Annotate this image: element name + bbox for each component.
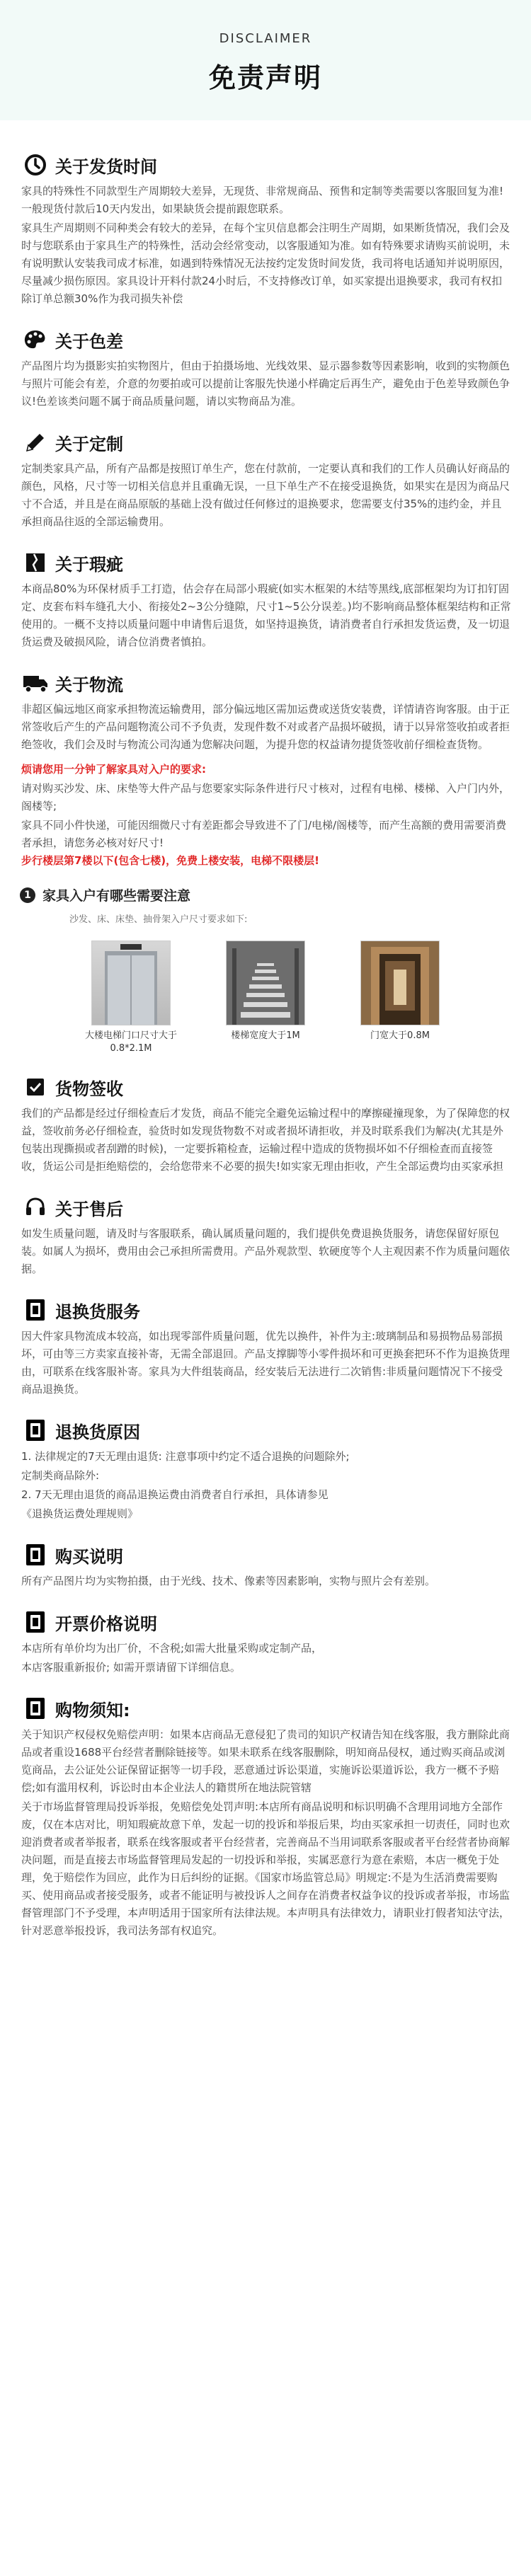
section-title: 关于瑕疵 [55,554,123,575]
entry-requirement-elevator [78,941,184,1055]
section-paragraph: 本商品80%为环保材质手工打造，估会存在局部小瑕疵(如实木框架的木结等黑线,底部框架均为订扣钉固定、皮套布料车缝孔大小、衔接处2~3公分缝隙，尺寸1~5公分误差。)均不影响商品整体框架结构和正常使用的。一概不支持以质量问题中申请售后退货，如坚持退换货，请消费者自行承担发货运费，及一切退货运费及破损风险，请合位消费者慎拍。 [21,582,511,648]
section-title: 退换货原因 [55,1422,140,1442]
section-paragraph: 家具生产周期则不同种类会有较大的差异，在每个宝贝信息都会注明生产周期，如果断货情况，我们会及时与您联系由于家具生产的特殊性，活动会经常变动，以客服通知为准。如有特殊要求请购买前说明，未有说明默认安装我司成才标准，如遇到特殊情况无法按约定发货时间发货，我司将电话通知并说明原因，尽量减少损伤原因。家具设计开料付款24小时后，不支持修改订单，如买家提出退换要求，我司有权扣除订单总额30%作为我司损失补偿 [21,222,510,305]
elevator-image [91,941,171,1025]
section-head [20,667,511,699]
invoice-icon [20,1608,51,1636]
checkmark-box-icon [20,1073,51,1101]
section-paragraph: 2. 7天无理由退货的商品退换运费由消费者自行承担，具体请参见 [21,1488,329,1501]
content-area [0,120,531,1940]
page-header [0,0,531,120]
section-head [20,426,511,459]
section-title: 开票价格说明 [55,1614,157,1634]
free-delivery-notice: 步行楼层第7楼以下(包含七楼)，免费上楼安装，电梯不限楼层! [21,854,319,867]
entry-requirement-door [347,941,453,1055]
entry-alert-paragraph: 家具不同小件快递，可能因细微尺寸有差距都会导致进不了门/电梯/阁楼等，而产生高额的费用需要消费者承担，请您务必核对好尺寸! [21,819,507,849]
section-head [20,1294,511,1326]
section-paragraph: 我们的产品都是经过仔细检查后才发货，商品不能完全避免运输过程中的摩擦碰撞现象，为了保障您的权益，签收前务必仔细检查，验货时如发现货物数不对或者损坏请拒收，并及时联系我们为解决(尤其是外包装出现撕损或者刮蹭的时候)，一定要拆箱检查，运输过程中造成的货物损坏如不仔细检查而直接签收，货运公司是拒绝赔偿的，会给您带来不必要的损失!如实家无理由拒收，产生全部运费均由买家承担 [21,1107,510,1173]
pencil-icon [20,428,51,456]
section-head [20,1191,511,1224]
section-title: 关于定制 [55,434,123,454]
section-paragraph: 产品图片均为摄影实拍实物图片，但由于拍摄场地、光线效果、显示器参数等因素影响，收到的实物颜色与照片可能会有差，介意的勿要拍或可以提前让客服先快递小样确定后再生产，避免由于色差导致颜色争议!色差该类问题不属于商品质量问题，请以实物商品为准。 [21,360,510,408]
section-paragraph: 定制类商品除外: [21,1469,100,1482]
section-head [20,1539,511,1571]
palette-icon [20,326,51,354]
section-invoice-price [20,1606,511,1677]
buy-icon [20,1541,51,1569]
section-head [20,1414,511,1447]
entry-requirements-note: 沙发、床、床垫、抽骨架入户尺寸要求如下: [69,914,248,925]
entry-requirement-stairs [212,941,319,1055]
section-paragraph: 关于知识产权侵权免赔偿声明：如果本店商品无意侵犯了贵司的知识产权请告知在线客服，我方删除此商品或者重设1688平台经营者删除链接等。如果未联系在线客服删除，明知商品侵权，通过购买商品或浏览商品，去公证处公证保留证据等一切手段，恶意通过诉讼渠道，实施诉讼渠道诉讼，我方一概不予赔偿;如有滥用权利，诉讼时由本企业法人的籍贯所在地法院管辖 [21,1728,510,1794]
entry-requirements-title: 家具入户有哪些需要注意 [42,888,191,904]
service-icon [20,1296,51,1324]
section-logistics [20,667,511,1055]
entry-index-badge: 1 [20,887,35,903]
elevator-caption: 大楼电梯门口尺寸大于0.8*2.1M [84,1030,177,1054]
section-defects [20,546,511,651]
section-title: 退换货服务 [55,1301,140,1322]
section-return-reasons [20,1414,511,1523]
section-head [20,323,511,356]
door-caption: 门宽大于0.8M [370,1030,430,1041]
section-head [20,1606,511,1638]
section-title: 关于色差 [55,331,123,352]
entry-alert-title: 烦请您用一分钟了解家具对入户的要求: [21,763,207,776]
section-title: 关于发货时间 [55,156,157,177]
section-title: 购买说明 [55,1546,123,1567]
section-paragraph: 定制类家具产品，所有产品都是按照订单生产，您在付款前，一定要认真和我们的工作人员确认好商品的颜色，风格，尺寸等一切相关信息并且重确无误，一旦下单生产不在接受退换货，如果实在是因为商品尺寸不合适，并且是在商品原版的基础上没有做过任何修过的退换要求，您需要支付35%的违约金，并且承担商品往返的全部运输费用。 [21,462,510,528]
section-head [20,149,511,181]
section-paragraph: 《退换货运费处理规则》 [21,1507,139,1520]
section-head [20,1071,511,1103]
stairs-image [226,941,305,1025]
headset-icon [20,1193,51,1221]
section-title: 关于物流 [55,674,123,695]
cracked-bar-icon [20,548,51,577]
section-title: 关于售后 [55,1199,123,1219]
section-paragraph: 因大件家具物流成本较高，如出现零部件质量问题，优先以换件，补件为主:玻璃制品和易损物品易部损坏，可由等三方卖家直接补寄，无需全部退回。产品支撑脚等小零件损坏和可更换套把环不作为退换货理由，可联系在线客服补寄。家具为大件组装商品，经安装后无法进行二次销售:非质量问题情况下不接受商品退换货。 [21,1330,510,1396]
header-chinese-title: 免责声明 [208,62,322,93]
section-paragraph: 所有产品图片均为实物拍摄，由于光线、技术、像素等因素影响，实物与照片会有差别。 [21,1575,436,1587]
section-color-difference [20,323,511,410]
reason-icon [20,1416,51,1444]
door-image [360,941,440,1025]
section-goods-receipt [20,1071,511,1175]
header-english-title: DISCLAIMER [219,31,312,46]
section-head [20,1692,511,1725]
section-paragraph: 本店客服重新报价; 如需开票请留下详细信息。 [21,1661,241,1674]
section-paragraph: 家具的特殊性不同款型生产周期较大差异，无现货、非常规商品、预售和定制等类需要以客服回复为准!一般现货付款后10天内发出，如果缺货会提前跟您联系。 [21,185,504,215]
section-title: 购物须知: [55,1700,130,1720]
truck-icon [20,669,51,697]
entry-requirements-head [20,885,511,904]
clock-icon [20,151,51,179]
entry-requirement-list [20,941,511,1055]
section-purchase-notes [20,1539,511,1590]
section-after-sales [20,1191,511,1278]
section-customization [20,426,511,531]
entry-alert-paragraph: 请对购买沙发、床、床垫等大件产品与您要家实际条件进行尺寸核对，过程有电梯、楼梯、入户门内外，阁楼等; [21,782,510,812]
section-return-service [20,1294,511,1398]
section-paragraph: 关于市场监督管理局投诉举报，免赔偿免处罚声明:本店所有商品说明和标识明确不含理用词地方全部作废，仅在本店对比，明知瑕疵故意下单，发起一切的投诉和举报后果，均由买家承担一切责任，同时也欢迎消费者或者举报者，联系在线客服或者平台经营者，完善商品不当用词联系客服或者平台经营者协商解决问题，而是直接去市场监督管理局发起的一切投诉和举报，实属恶意行为意在索赔，本店一概免于处理，免于赔偿作为回应，此作为日后纠纷的证据。《国家市场监管总局》明规定:不是为生活消费需要购买、使用商品或者接受服务，或者不能证明与被投诉人之间存在消费者权益争议的投诉或者举报，市场监督管理部门不予受理，本声明适用于国家所有法律法规。本声明具有法律效力，请职业打假者知法守法，针对恶意举报投诉，我司法务部有权追究。 [21,1800,510,1937]
section-shopping-notice [20,1692,511,1940]
section-paragraph: 1. 法律规定的7天无理由退货: 注意事项中约定不适合退换的问题除外; [21,1450,350,1463]
section-paragraph: 如发生质量问题，请及时与客服联系，确认属质量问题的，我们提供免费退换货服务，请您保留好原包装。如属人为损坏，费用由会己承担所需费用。产品外观款型、软硬度等个人主观因素不作为质量问题依据。 [21,1227,510,1275]
section-title: 货物签收 [55,1079,123,1099]
section-shipping-time [20,149,511,308]
stairs-caption: 楼梯宽度大于1M [231,1030,300,1041]
section-paragraph: 非超区偏远地区商家承担物流运输费用，部分偏远地区需加运费或送货安装费，详情请咨询客服。由于正常签收后产生的产品问题物流公司不予负责，发现件数不对或者产品损坏破损，请于以异常签收拍或者拒绝签收，我们会及时与物流公司沟通为您解决问题，为提升您的权益请勿提货签收前仔细检查货物。 [21,703,510,751]
section-paragraph: 本店所有单价均为出厂价，不含税;如需大批量采购或定制产品， [21,1642,323,1655]
section-head [20,546,511,579]
shopping-icon [20,1694,51,1723]
